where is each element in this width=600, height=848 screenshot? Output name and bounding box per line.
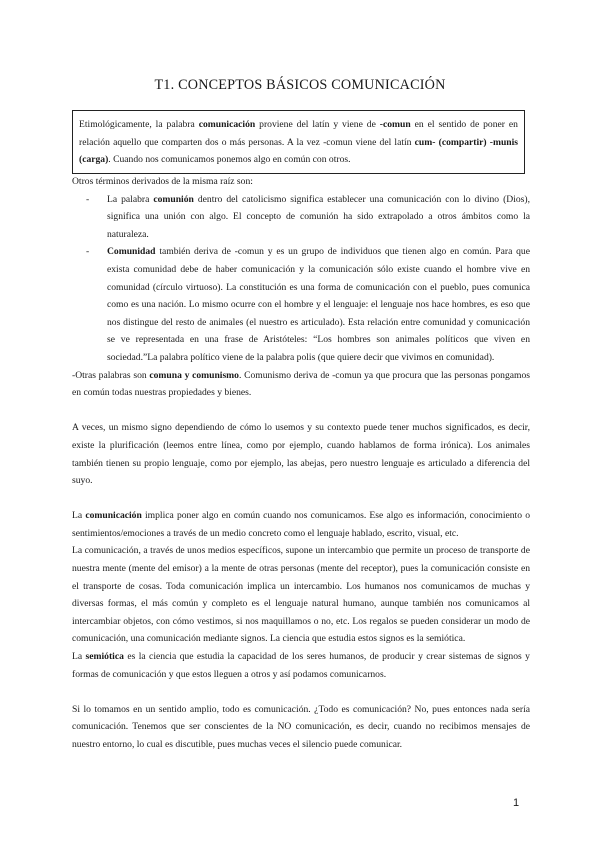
otras-paragraph — [72, 367, 530, 402]
comunicacion-paragraph — [72, 507, 530, 542]
etymology-box — [72, 110, 525, 174]
box-text-3: en el sentido de poner en relación aquello que comparten dos o más personas. A la vez -comun viene del latín — [79, 119, 518, 148]
box-bold-1: comunicación — [198, 119, 256, 130]
item1-text-2: dentro del catolicismo significa establecer una comunicación con lo divino (Dios), significa una unión con algo. El concepto de comunión ha sido extrapolado a otros ámbitos como la naturaleza. — [107, 193, 530, 240]
comunicacion-bold: comunicación — [85, 510, 142, 522]
amplio-paragraph: Si lo tomamos en un sentido amplio, todo es comunicación. ¿Todo es comunicación? No, pues entonces nada sería comunicación. Tenemos que ser conscientes de la NO comunicación, es decir, cuando no recibimos mensajes de nuestro entorno, lo cual es discutible, pues muchas veces el silencio puede comunicar. — [72, 703, 530, 750]
list-dash: - — [86, 193, 90, 205]
list-item — [72, 243, 530, 366]
body-text — [72, 173, 530, 754]
item2-bold: Comunidad — [107, 246, 156, 258]
otras-bold: comuna y comunismo — [149, 369, 239, 381]
semiotica-bold: semiótica — [85, 651, 124, 663]
page-title: T1. CONCEPTOS BÁSICOS COMUNICACIÓN — [154, 77, 446, 93]
box-bold-2: -comun — [379, 119, 411, 130]
list-dash: - — [86, 246, 90, 258]
semiotica-text-2: es la ciencia que estudia la capacidad de los seres humanos, de producir y crear sistemas de signos y formas de comunicación y que estos lleguen a otros y así podamos comunicarnos. — [72, 651, 530, 680]
item2-text: también deriva de -comun y es un grupo de individuos que tienen algo en común. Para que exista comunidad debe de haber comunicación y la comunicación sólo existe cuando el hombre vive en comunidad (círculo virtuoso). La constitución es una forma de comunicación con el pueblo, pues comunica como es una nación. Lo mismo ocurre con el hombre y el lenguaje: el lenguaje nos hace hombres, es eso que nos distingue del resto de animales (el nuestro es articulado). Esta relación entre comunidad y comunicación se ve representada en una frase de Aristóteles: “Los hombres son animales políticos que viven en sociedad.”La palabra político viene de la palabra polis (que quiere decir que vivimos en comunidad). — [107, 246, 530, 363]
otras-text-2: . Comunismo deriva de -comun ya que procura que las personas pongamos en común todas nuestras propiedades y bienes. — [72, 369, 531, 399]
box-bold-3: cum- (compartir) -munis (carga) — [79, 136, 519, 165]
otras-text-1: -Otras palabras son — [72, 369, 150, 381]
signo-paragraph: A veces, un mismo signo dependiendo de cómo lo usemos y su contexto puede tener muchos significados, es decir, existe la plurificación (leemos entre línea, como por ejemplo, cuando hablamos de forma irónica). Los animales también tienen su propio lenguaje, como por ejemplo, las abejas, pero nuestro lenguaje es articulado a diferencia del suyo. — [72, 422, 530, 487]
item1-bold: comunión — [153, 193, 194, 205]
intro-line: Otros términos derivados de la misma raíz son: — [72, 176, 253, 187]
list-item — [72, 191, 530, 244]
item1-text-1: La palabra — [107, 193, 154, 205]
box-text-1: Etimológicamente, la palabra — [79, 119, 199, 130]
semiotica-text-1: La — [72, 651, 86, 663]
comunicacion-text-1: La — [72, 510, 86, 522]
semiotica-paragraph — [72, 648, 530, 683]
box-text-2: proviene del latín y viene de — [255, 119, 380, 130]
medios-paragraph: La comunicación, a través de unos medios específicos, supone un intercambio que permite un proceso de transporte de nuestra mente (mente del emisor) a la mente de otras personas (mente del receptor), pues la comunicación consiste en el transporte de cosas. Toda comunicación implica un intercambio. Los humanos nos comunicamos de muchas y diversas formas, el más común y completo es el lenguaje natural humano, aunque también nos comunicamos al intercambiar objetos, con cómo vestimos, si nos maquillamos o no, etc. Los regalos se pueden considerar un modo de comunicación, una comunicación mediante signos. La ciencia que estudia estos signos es la semiótica. — [72, 545, 530, 645]
comunicacion-text-2: implica poner algo en común cuando nos comunicamos. Ese algo es información, conocimiento o sentimientos/emociones a través de un medio concreto como el lenguaje hablado, escrito, visual, etc. — [72, 510, 530, 539]
derived-terms-list — [72, 191, 530, 367]
box-text-4: . Cuando nos comunicamos ponemos algo en común con otros. — [108, 154, 351, 165]
page-number: 1 — [513, 797, 520, 809]
